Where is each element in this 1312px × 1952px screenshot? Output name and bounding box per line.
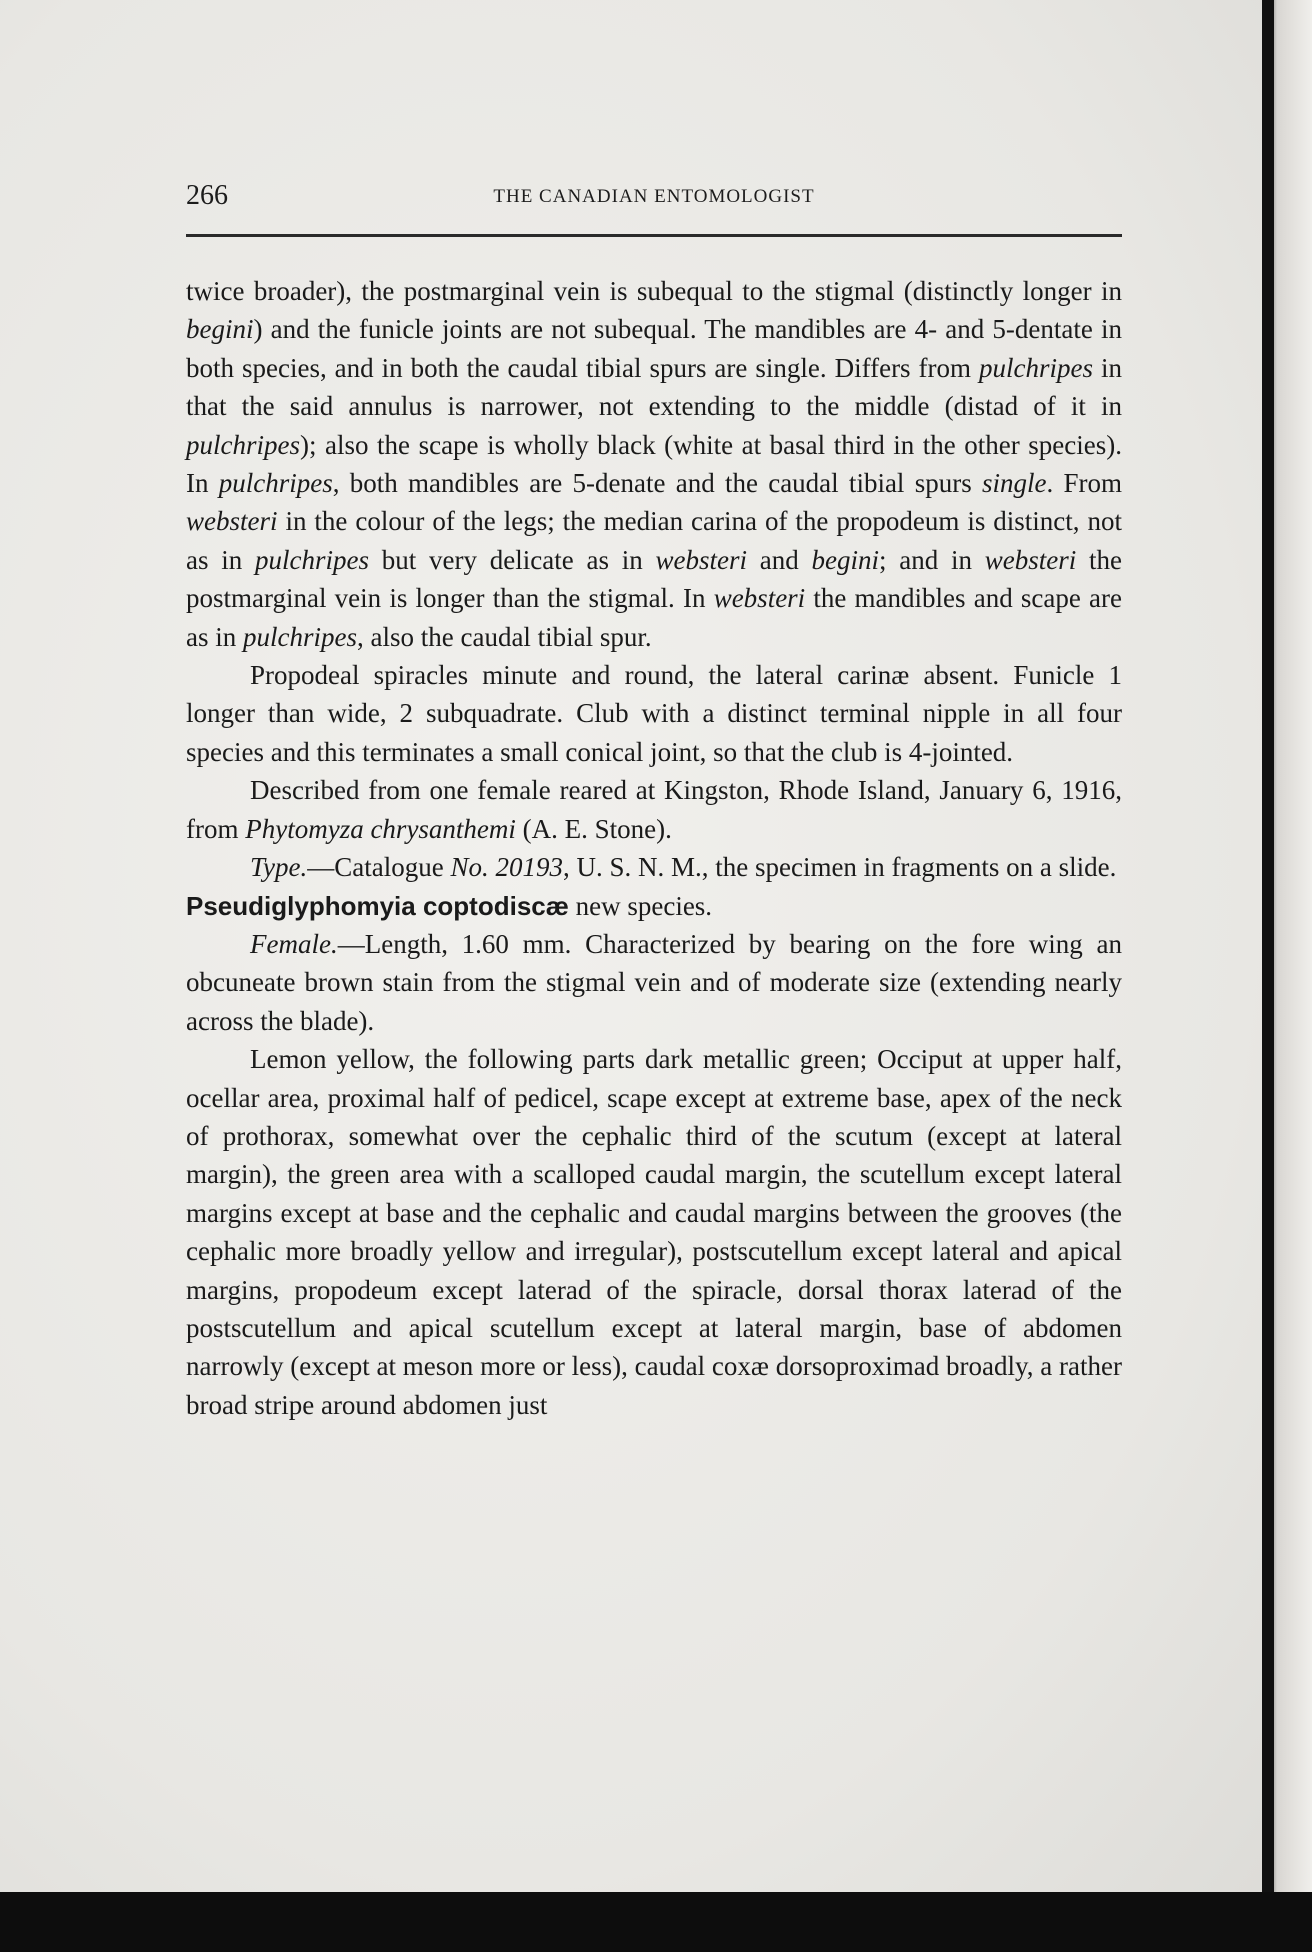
species-name: Pseudiglyphomyia coptodiscæ	[186, 890, 569, 921]
journal-title: THE CANADIAN ENTOMOLOGIST	[493, 186, 815, 207]
species-heading	[186, 887, 1122, 925]
scan-bottom-border	[0, 1892, 1312, 1952]
paragraph-colour: Lemon yellow, the following parts dark metallic green; Occiput at upper half, ocellar area, proximal half of pedicel, scape except at extreme base, apex of the neck of prothorax, somewhat over the cephalic third of the scutum (except at lateral margin), the green area with a scalloped caudal margin, the scutellum except lateral margins except at base and the cephalic and caudal margins between the grooves (the cephalic more broadly yellow and irregular), postscutellum except lateral and apical margins, propodeum except laterad of the spiracle, dorsal thorax laterad of the postscutellum and apical scutellum except at lateral margin, base of abdomen narrowly (except at meson more or less), caudal coxæ dorsoproximad broadly, a rather broad stripe around abdomen just	[186, 1044, 1122, 1420]
paragraph-type: Type.—Catalogue No. 20193, U. S. N. M., the specimen in fragments on a slide.	[250, 852, 1117, 883]
header-rule	[186, 234, 1122, 237]
species-suffix: new species.	[568, 890, 713, 921]
paragraph-continued: twice broader), the postmarginal vein is subequal to the stigmal (distinctly longer in begini) and the funicle joints are not subequal. The mandibles are 4- and 5-dentate in both species, and in both the caudal tibial spurs are single. Differs from pulchripes in that the said annulus is narrower, not extending to the middle (distad of it in pulchripes); also the scape is wholly black (white at basal third in the other species). In pulchripes, both mandibles are 5-denate and the caudal tibial spurs single. From websteri in the colour of the legs; the median carina of the propodeum is distinct, not as in pulchripes but very delicate as in websteri and begini; and in websteri the postmarginal vein is longer than the stigmal. In websteri the mandibles and scape are as in pulchripes, also the caudal tibial spur.	[186, 276, 1122, 652]
paragraph-described: Described from one female reared at Kingston, Rhode Island, January 6, 1916, from Phytomyza chrysanthemi (A. E. Stone).	[186, 775, 1122, 844]
running-header	[186, 180, 1122, 220]
body-text	[186, 272, 1122, 1424]
paragraph-spiracles: Propodeal spiracles minute and round, the lateral carinæ absent. Funicle 1 longer than wide, 2 subquadrate. Club with a distinct terminal nipple in all four species and this terminates a small conical joint, so that the club is 4-jointed.	[186, 660, 1122, 767]
paragraph-female: Female.—Length, 1.60 mm. Characterized by bearing on the fore wing an obcuneate brown stain from the stigmal vein and of moderate size (extending nearly across the blade).	[186, 928, 1122, 1036]
binding-shadow	[1262, 0, 1274, 1952]
page-number: 266	[186, 180, 228, 211]
